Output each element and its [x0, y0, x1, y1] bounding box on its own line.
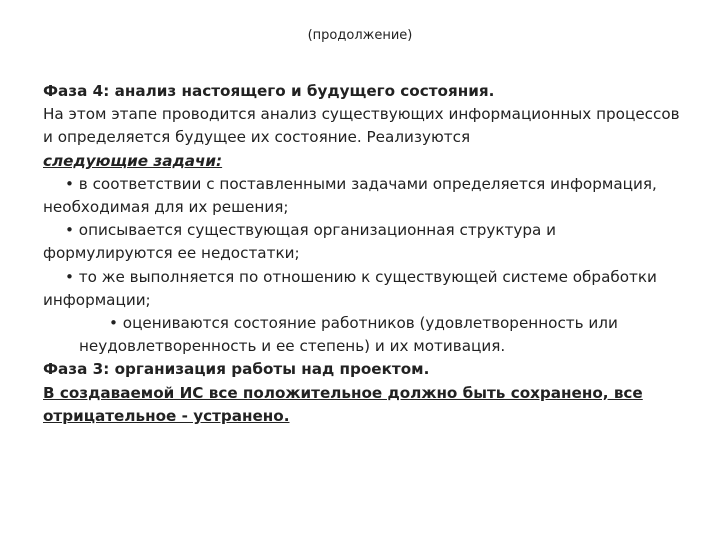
- phase4-intro: На этом этапе проводится анализ существующих информационных процессов и определяется будущее их состояние. Реализуются: [43, 105, 680, 147]
- task-bullet-3: • то же выполняется по отношению к существующей системе обработки информации;: [43, 266, 683, 312]
- conclusion-text: В создаваемой ИС все положительное должно быть сохранено, все отрицательное - устранено.: [43, 383, 643, 425]
- slide-subtitle: (продолжение): [307, 28, 413, 43]
- slide-body: [43, 80, 683, 428]
- task-bullet-1: • в соответствии с поставленными задачами определяется информация, необходимая для их решения;: [43, 173, 683, 219]
- task-bullet-2: • описывается существующая организационная структура и формулируются ее недостатки;: [43, 219, 683, 265]
- phase3-heading: Фаза 3: организация работы над проектом.: [43, 360, 430, 379]
- phase4-heading: Фаза 4: анализ настоящего и будущего состояния.: [43, 82, 495, 100]
- tasks-label: следующие задачи:: [43, 151, 223, 170]
- task-bullet-4: • оцениваются состояние работников (удовлетворенность или неудовлетворенность и ее степень) и их мотивация.: [43, 312, 683, 358]
